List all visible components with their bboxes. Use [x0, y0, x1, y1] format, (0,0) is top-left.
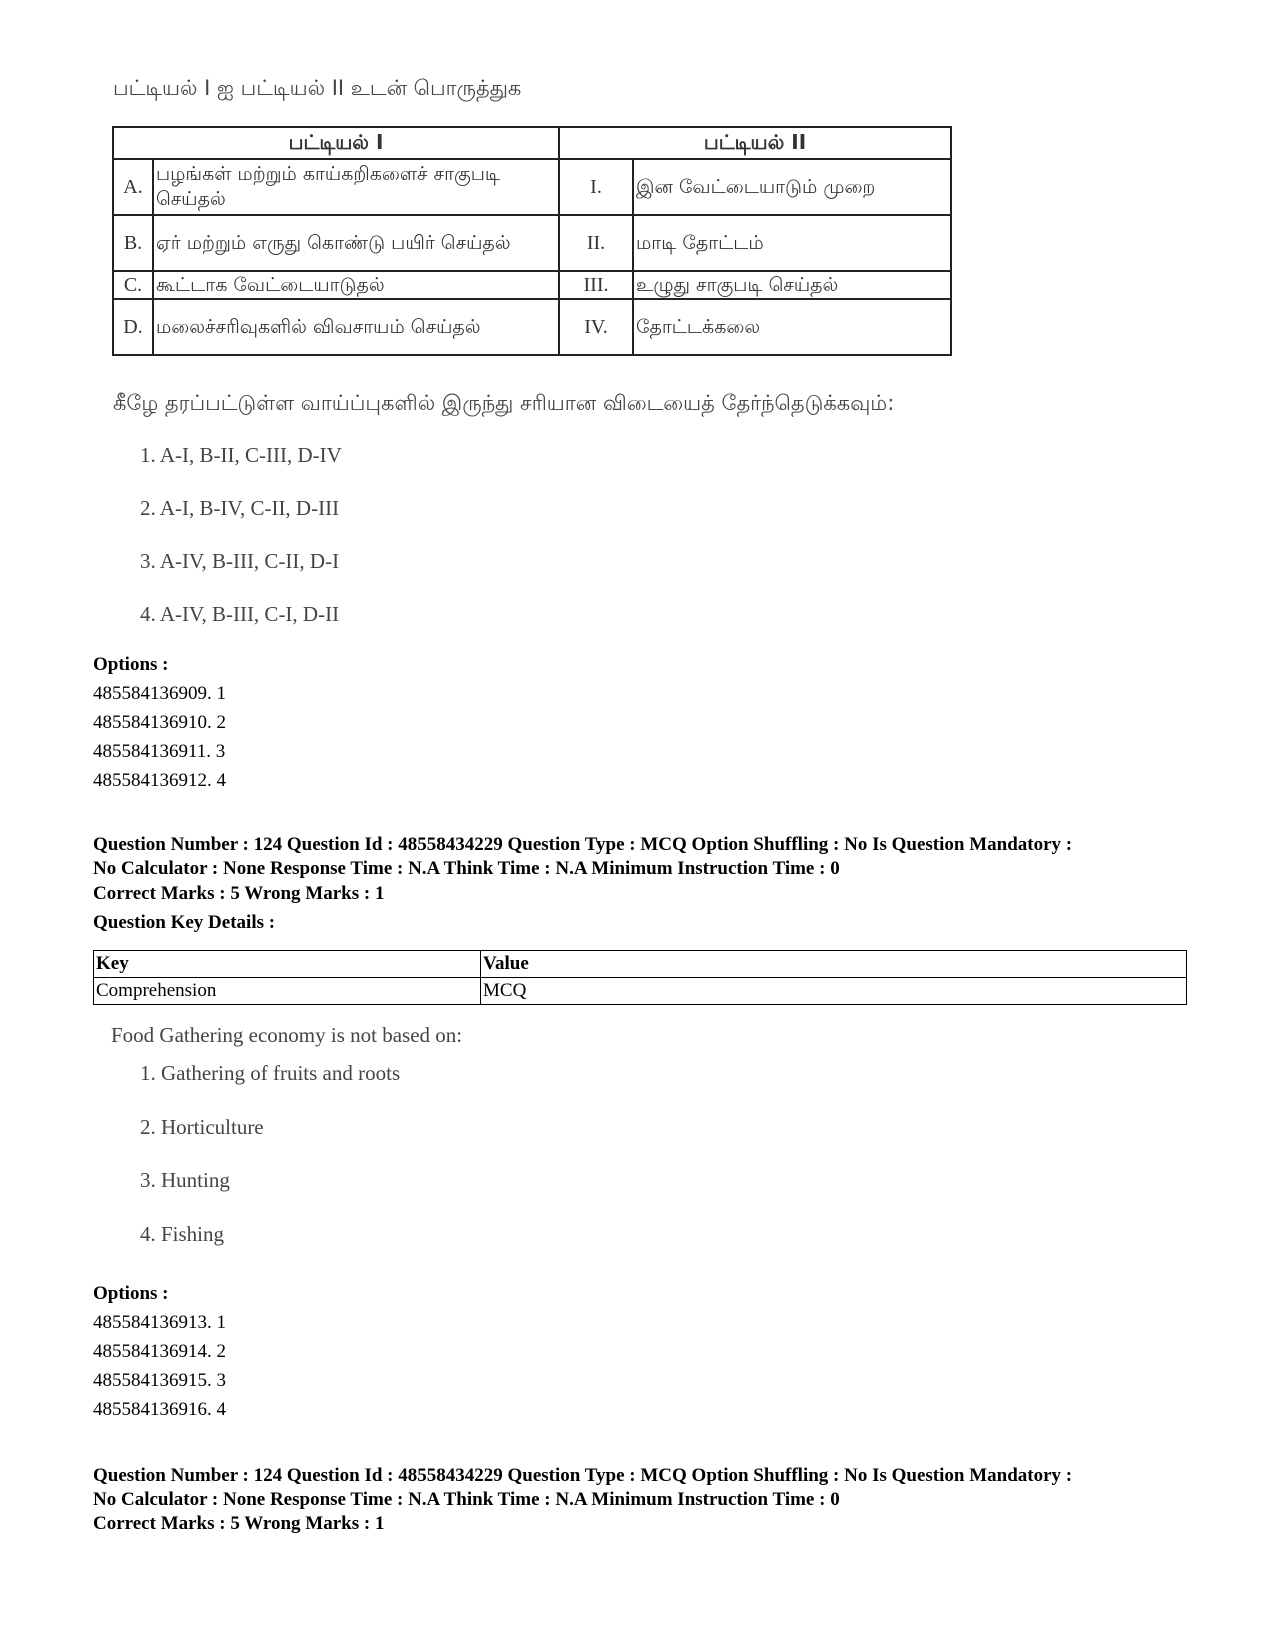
option-item: 485584136915. 3: [93, 1370, 226, 1391]
value-cell: MCQ: [481, 978, 1187, 1005]
table-row: [113, 159, 951, 215]
table-row: [94, 978, 1187, 1005]
key-details-label: Question Key Details :: [93, 912, 276, 933]
choice-item: 2. A-I, B-IV, C-II, D-III: [140, 496, 340, 520]
row-label: B.: [113, 215, 153, 271]
key-details-table: [93, 950, 1187, 1005]
choice-item: 1. A-I, B-II, C-III, D-IV: [140, 443, 342, 467]
table-row: [113, 299, 951, 355]
list-2-header: பட்டியல் II: [559, 127, 951, 159]
row-text: உழுது சாகுபடி செய்தல்: [633, 271, 951, 299]
choice-item: 3. A-IV, B-III, C-II, D-I: [140, 549, 340, 573]
row-text: கூட்டாக வேட்டையாடுதல்: [153, 271, 559, 299]
row-label: IV.: [559, 299, 633, 355]
key-header: Key: [94, 951, 481, 978]
marks-line: Correct Marks : 5 Wrong Marks : 1: [93, 883, 385, 904]
question-instruction: கீழே தரப்பட்டுள்ள வாய்ப்புகளில் இருந்து சரியான விடையைத் தேர்ந்தெடுக்கவும்:: [113, 391, 895, 415]
question-text: Food Gathering economy is not based on:: [111, 1023, 463, 1047]
option-item: 485584136913. 1: [93, 1312, 226, 1333]
options-label: Options :: [93, 654, 169, 675]
row-text: மலைச்சரிவுகளில் விவசாயம் செய்தல்: [153, 299, 559, 355]
row-label: I.: [559, 159, 633, 215]
option-item: 485584136916. 4: [93, 1399, 226, 1420]
row-text: இன வேட்டையாடும் முறை: [633, 159, 951, 215]
row-text: பழங்கள் மற்றும் காய்கறிகளைச் சாகுபடி செய்தல்: [153, 159, 559, 215]
options-block: [93, 1279, 226, 1424]
question-intro: பட்டியல் I ஐ பட்டியல் II உடன் பொருத்துக: [113, 76, 522, 100]
option-item: 485584136909. 1: [93, 683, 226, 704]
table-row: [113, 271, 951, 299]
choice-item: 3. Hunting: [140, 1168, 230, 1192]
match-table-header: [113, 127, 951, 159]
row-label: III.: [559, 271, 633, 299]
option-item: 485584136914. 2: [93, 1341, 226, 1362]
question-meta-line: No Calculator : None Response Time : N.A Think Time : N.A Minimum Instruction Time : 0: [93, 858, 840, 879]
question-meta-line: Question Number : 124 Question Id : 48558434229 Question Type : MCQ Option Shuffling : No Is Question Mandatory :: [93, 1465, 1073, 1486]
row-text: மாடி தோட்டம்: [633, 215, 951, 271]
question-meta: [93, 1464, 1203, 1512]
options-label: Options :: [93, 1283, 169, 1304]
table-row: [94, 951, 1187, 978]
option-item: 485584136912. 4: [93, 770, 226, 791]
option-item: 485584136910. 2: [93, 712, 226, 733]
row-text: ஏர் மற்றும் எருது கொண்டு பயிர் செய்தல்: [153, 215, 559, 271]
question-meta-line: No Calculator : None Response Time : N.A Think Time : N.A Minimum Instruction Time : 0: [93, 1489, 840, 1510]
marks-line: Correct Marks : 5 Wrong Marks : 1: [93, 1513, 385, 1534]
list-1-header: பட்டியல் I: [113, 127, 559, 159]
row-text: தோட்டக்கலை: [633, 299, 951, 355]
row-label: D.: [113, 299, 153, 355]
key-cell: Comprehension: [94, 978, 481, 1005]
row-label: C.: [113, 271, 153, 299]
row-label: A.: [113, 159, 153, 215]
options-block: [93, 650, 226, 795]
choice-item: 4. A-IV, B-III, C-I, D-II: [140, 602, 340, 626]
match-table: [112, 126, 952, 356]
option-item: 485584136911. 3: [93, 741, 226, 762]
row-label: II.: [559, 215, 633, 271]
choice-item: 2. Horticulture: [140, 1115, 264, 1139]
table-row: [113, 215, 951, 271]
choice-item: 1. Gathering of fruits and roots: [140, 1061, 401, 1085]
value-header: Value: [481, 951, 1187, 978]
choice-item: 4. Fishing: [140, 1222, 225, 1246]
question-meta: [93, 833, 1203, 881]
question-meta-line: Question Number : 124 Question Id : 48558434229 Question Type : MCQ Option Shuffling : No Is Question Mandatory :: [93, 834, 1073, 855]
